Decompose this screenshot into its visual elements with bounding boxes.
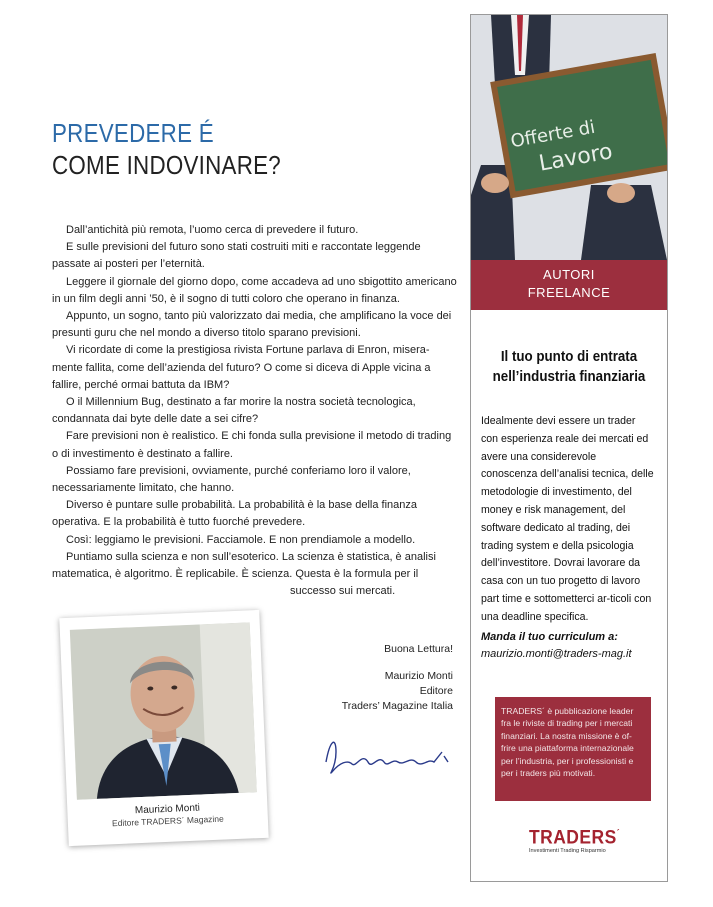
cv-label: Manda il tuo curriculum a: — [481, 631, 618, 643]
businessman-chalkboard-illustration — [471, 15, 667, 260]
cv-contact — [481, 629, 661, 663]
headline-line-1: Il tuo punto di entrata — [500, 349, 638, 365]
paragraph: Vi ricordate di come la prestigiosa rivista Fortune parlava di Enron, misera-mente fallita, come dell’azienda del futuro? O come si diceva di Apple vicina a fallire, perché ormai battuta da IBM? — [52, 344, 431, 391]
paragraph: Fare previsioni non è realistico. E chi fonda sulla previsione il metodo di trading o di investimento è destinato a fallire. — [52, 430, 452, 460]
title-line-2: COME INDOVINARE? — [52, 150, 282, 180]
logo-brand: TRADERS — [529, 827, 617, 849]
paragraph: Puntiamo sulla scienza e non sull’esoterico. La scienza è statistica, è analisi matematica, è algoritmo. È replicabile. È scienza. Questa è la formula per il — [52, 550, 436, 581]
paragraph: Diverso è puntare sulle probabilità. La probabilità è la base della finanza operativa. E la probabilità è tutto fuorché prevedere. — [52, 499, 418, 529]
paragraph: Possiamo fare previsioni, ovviamente, purché conferiamo loro il valore, necessariamente limitato, che hanno. — [52, 464, 411, 495]
board-text-line2: Lavoro — [537, 139, 615, 177]
sidebar-ad — [470, 14, 668, 882]
author-photo — [70, 622, 257, 799]
closing-line: successo sui mercati. — [290, 585, 396, 598]
paragraph: Così: leggiamo le previsioni. Facciamole. E non prendiamole a modello. — [66, 533, 416, 546]
traders-info-box: TRADERS´ è pubblicazione leader fra le riviste di trading per i mercati finanziari. La nostra missione è of-frire una piattaforma internazionale per l’industria, per i professionisti e per i traders più motivati. — [495, 697, 651, 801]
signoff-name: Maurizio Monti — [384, 670, 453, 682]
band-line-1: AUTORI — [543, 267, 595, 282]
photo-caption-role: Editore TRADERS´ Magazine — [111, 813, 224, 829]
photo-caption-name: Maurizio Monti — [134, 802, 201, 817]
traders-logo — [529, 823, 649, 854]
board-text-line1: Offerte di — [509, 116, 597, 153]
photo-caption — [67, 800, 268, 830]
author-photo-card — [59, 610, 268, 846]
title-line-1: PREVEDERE É — [52, 118, 214, 148]
handwritten-signature — [318, 732, 458, 787]
band-line-2: FREELANCE — [527, 285, 611, 300]
headline-line-2: nell’industria finanziaria — [492, 369, 646, 385]
paragraph: E sulle previsioni del futuro sono stati costruiti miti e raccontate leggende passate ai posteri per l’eternità. — [52, 241, 421, 271]
paragraph: Dall’antichità più remota, l’uomo cerca di prevedere il futuro. — [66, 224, 359, 236]
autori-freelance-band — [471, 260, 667, 310]
signoff-publication: Traders’ Magazine Italia — [341, 700, 453, 712]
signoff-role: Editore — [419, 685, 453, 697]
cv-email-link[interactable]: maurizio.monti@traders-mag.it — [481, 648, 632, 660]
chalkboard-image — [471, 15, 667, 260]
sidebar-headline — [479, 347, 659, 387]
article-title — [52, 118, 318, 182]
portrait-illustration — [70, 622, 257, 799]
sidebar-body-text: Idealmente devi essere un trader con esperienza reale dei mercati ed avere una considerevole conoscenza dell’analisi tecnica, delle metodologie di investimento, del money e risk management, del software dedicato al trading, dei trading system e della psicologia dell’investitore. Dovrai lavorare da casa con un tuo progetto di lavoro part time e sottometterci ar-ticoli con una deadline specifica. — [481, 415, 654, 623]
signoff-greeting: Buona Lettura! — [384, 643, 453, 655]
paragraph: O il Millennium Bug, destinato a far morire la nostra società tecnologica, condannata dai byte delle date a sei cifre? — [52, 396, 416, 426]
paragraph: Appunto, un sogno, tanto più valorizzato dai media, che amplificano la voce dei presunti guru che nel mondo a diverso titolo sparano previsioni. — [52, 310, 452, 340]
logo-tagline: Investimenti Trading Risparmio — [529, 848, 606, 855]
logo-mark: ´ — [616, 828, 620, 838]
signoff — [342, 642, 453, 714]
paragraph: Leggere il giornale del giorno dopo, come accadeva ad uno sbigottito americano in un film degli anni ’50, è il sogno di tutti coloro che operano in finanza. — [52, 275, 457, 305]
article-body — [52, 222, 457, 600]
